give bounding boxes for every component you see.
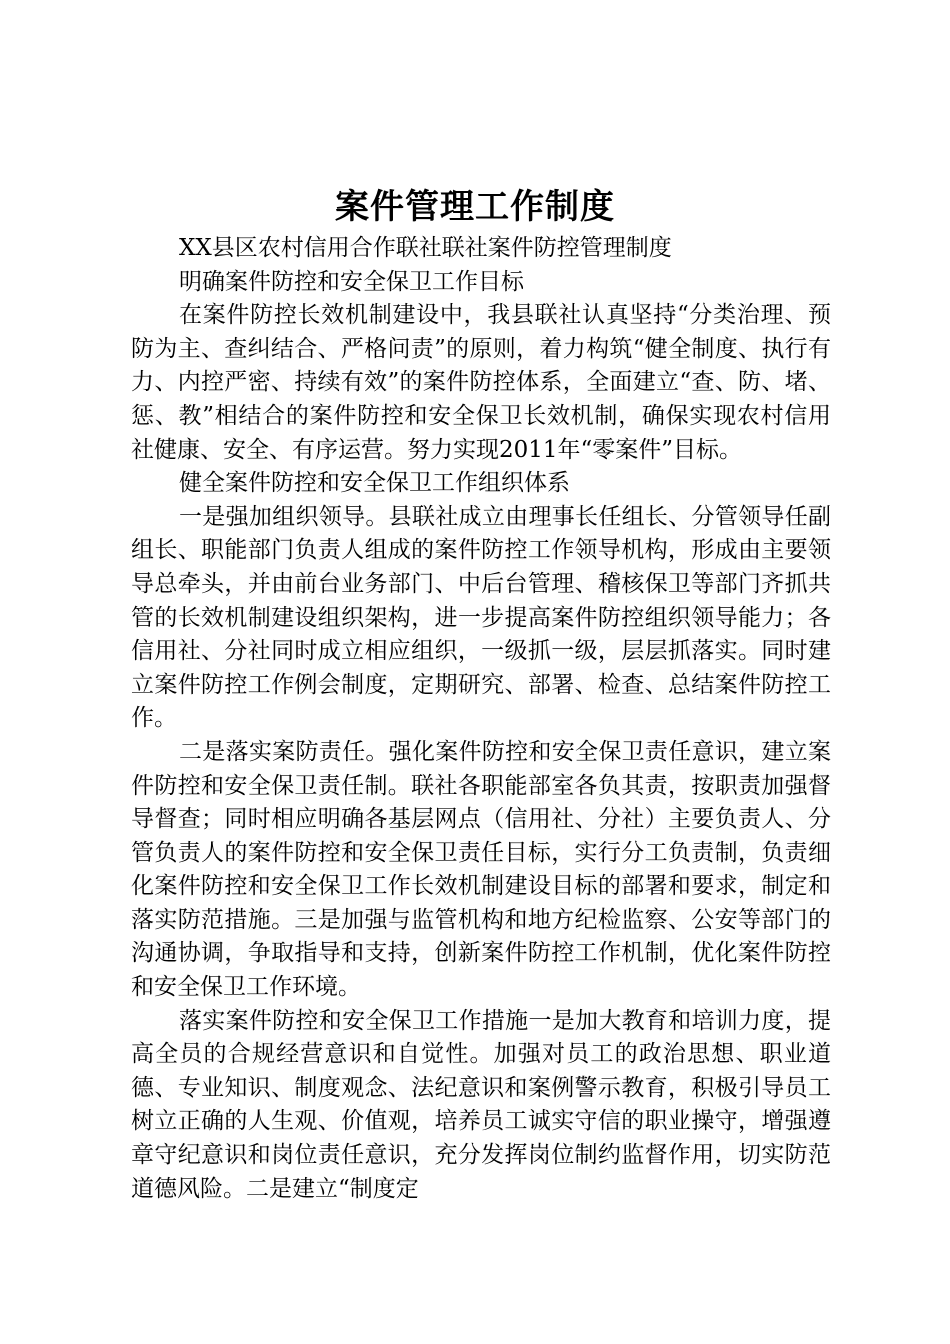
- document-title: 案件管理工作制度: [335, 187, 615, 227]
- document-body: [131, 232, 831, 1206]
- paragraph-heading-goals: 明确案件防控和安全保卫工作目标: [179, 268, 524, 295]
- paragraph-subtitle: XX县区农村信用合作联社联社案件防控管理制度: [179, 235, 672, 261]
- paragraph-goals: 在案件防控长效机制建设中，我县联社认真坚持“分类治理、预防为主、查纠结合、严格问责”的原则，着力构筑“健全制度、执行有力、内控严密、持续有效”的案件防控体系，全面建立“查、防、堵、惩、教”相结合的案件防控和安全保卫长效机制，确保实现农村信用社健康、安全、有序运营。努力实现2011年“零案件”目标。: [131, 302, 831, 463]
- paragraph-responsibility: 二是落实案防责任。强化案件防控和安全保卫责任意识，建立案件防控和安全保卫责任制。联社各职能部室各负其责，按职责加强督导督查；同时相应明确各基层网点（信用社、分社）主要负责人、分管负责人的案件防控和安全保卫责任目标，实行分工负责制，负责细化案件防控和安全保卫工作长效机制建设目标的部署和要求，制定和落实防范措施。三是加强与监管机构和地方纪检监察、公安等部门的沟通协调，争取指导和支持，创新案件防控工作机制，优化案件防控和安全保卫工作环境。: [131, 738, 831, 1001]
- paragraph-leadership: 一是强加组织领导。县联社成立由理事长任组长、分管领导任副组长、职能部门负责人组成的案件防控工作领导机构，形成由主要领导总牵头，并由前台业务部门、中后台管理、稽核保卫等部门齐抓共管的长效机制建设组织架构，进一步提高案件防控组织领导能力；各信用社、分社同时成立相应组织，一级抓一级，层层抓落实。同时建立案件防控工作例会制度，定期研究、部署、检查、总结案件防控工作。: [131, 503, 831, 732]
- paragraph-heading-organization: 健全案件防控和安全保卫工作组织体系: [179, 470, 570, 497]
- paragraph-measures: 落实案件防控和安全保卫工作措施一是加大教育和培训力度，提高全员的合规经营意识和自觉性。加强对员工的政治思想、职业道德、专业知识、制度观念、法纪意识和案例警示教育，积极引导员工树立正确的人生观、价值观，培养员工诚实守信的职业操守，增强遵章守纪意识和岗位责任意识，充分发挥岗位制约监督作用，切实防范道德风险。二是建立“制度定: [131, 1007, 831, 1202]
